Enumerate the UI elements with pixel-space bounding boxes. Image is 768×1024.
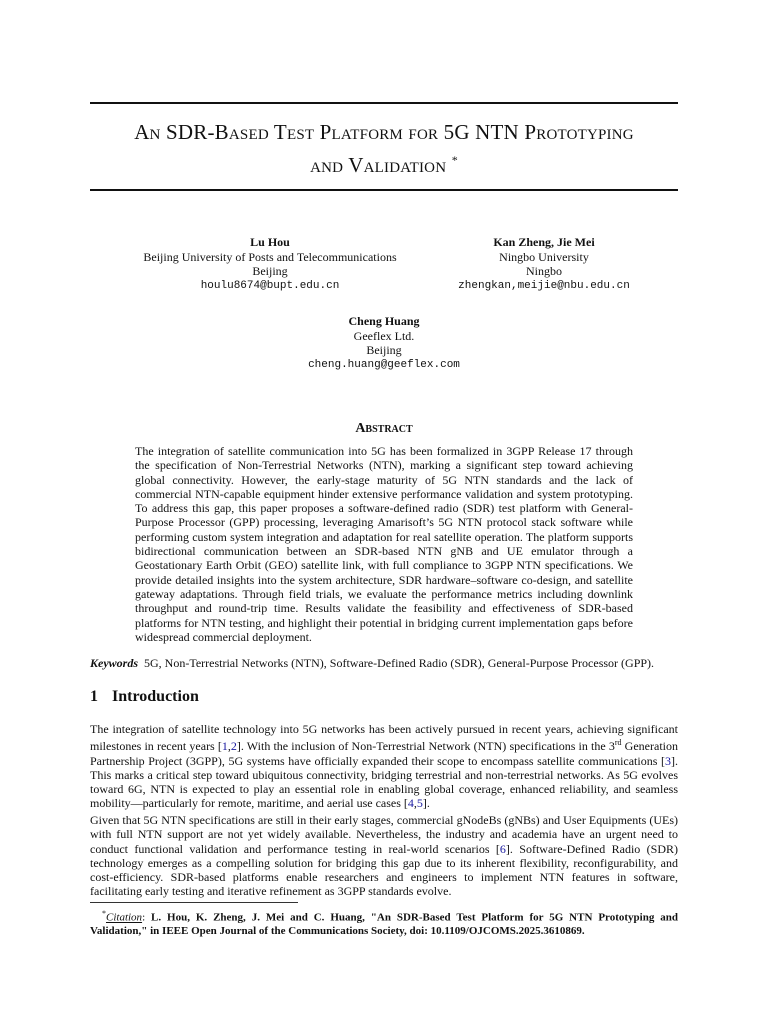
text-run: ]. With the inclusion of Non-Terrestrial Network (NTN) specifications in the 3: [236, 739, 615, 754]
author-block: [120, 235, 420, 293]
author-affiliation: Geeflex Ltd.: [353, 328, 415, 343]
author-email[interactable]: cheng.huang@geeflex.com: [308, 358, 460, 371]
author-affiliation: Beijing University of Posts and Telecommunications: [143, 249, 397, 264]
citation-link[interactable]: 3: [665, 753, 671, 768]
title-line-2: and Validation: [310, 153, 447, 177]
text-run: ].: [422, 796, 430, 811]
superscript: rd: [614, 738, 622, 748]
title-line-1: An SDR-Based Test Platform for 5G NTN Prototyping: [134, 120, 634, 144]
author-name: Kan Zheng, Jie Mei: [493, 235, 595, 249]
section-title: Introduction: [112, 688, 199, 705]
paper-title: [90, 118, 678, 179]
text-run: The integration of satellite technology into 5G networks has been actively pursued in recent years, achieving significant milestones in recent years [: [90, 722, 678, 754]
text-run: ]. Software-Defined Radio (SDR) technology emerges as a compelling solution for bridging this gap due to its inherent flexibility, reconfigurability, and cost-efficiency. SDR-based platforms enable researchers and engineers to implement NTN features in software, facilitating early testing and iterative refinement as 3GPP standards evolve.: [90, 841, 678, 899]
title-rule-bottom: [90, 189, 678, 191]
author-name: Lu Hou: [250, 235, 290, 249]
citation-footnote: *Citation: L. Hou, K. Zheng, J. Mei and C. Huang, "An SDR-Based Test Platform for 5G NTN Prototyping and Validation," in IEEE Open Journal of the Communications Society, doi: 10.1109/OJCOMS.2025.3610869.: [90, 909, 678, 938]
intro-paragraph-1: The integration of satellite technology into 5G networks has been actively pursued in recent years, achieving significant milestones in recent years [1,2]. With the inclusion of Non-Terrestrial Network (NTN) specifications in the 3rd Generation Partnership Project (3GPP), 5G systems have officially expanded their scope to encompass satellite communications [3]. This marks a critical step toward ubiquitous connectivity, bridging terrestrial and non-terrestrial networks. As 5G evolves toward 6G, NTN is expected to play an essential role in enabling global coverage, enhanced reliability, and seamless mobility—particularly for remote, maritime, and aerial use cases [4,5].: [90, 722, 678, 811]
section-number: 1: [90, 688, 98, 705]
title-rule-top: [90, 102, 678, 104]
citation-link[interactable]: 4: [407, 796, 414, 811]
citation-link[interactable]: 2: [230, 739, 237, 754]
author-email[interactable]: houlu8674@bupt.edu.cn: [200, 279, 340, 292]
footnote-rule: [90, 902, 298, 903]
author-city: Beijing: [252, 264, 288, 278]
author-city: Ningbo: [526, 264, 562, 278]
abstract-heading: Abstract: [355, 421, 413, 436]
author-name: Cheng Huang: [348, 314, 420, 328]
footnote-label: Citation: [106, 911, 143, 924]
text-run: ]. This marks a critical step toward ubiquitous connectivity, bridging terrestrial and non-terrestrial networks. As 5G evolves toward 6G, NTN is expected to play an essential role in enabling global coverage, enhanced reliability, and seamless mobility—particularly for remote, maritime, and aerial use cases [: [90, 753, 678, 811]
text-run: Given that 5G NTN specifications are still in their early stages, commercial gNodeBs (gNBs) and User Equipments (UEs) with full NTN support are not yet widely available. Nevertheless, the industry and academia have an urgent need to conduct functional validation and performance testing in real-world scenarios [: [90, 813, 678, 856]
author-city: Beijing: [366, 343, 402, 357]
intro-paragraph-2: [90, 813, 678, 899]
citation-link[interactable]: 5: [416, 796, 423, 811]
abstract-text: The integration of satellite communication into 5G has been formalized in 3GPP Release 17 through the specification of Non-Terrestrial Networks (NTN), marking a significant step toward achieving global connectivity. However, the early-stage maturity of 5G NTN standards and the lack of commercial NTN-capable equipment hinder extensive performance validation and system prototyping. To address this gap, this paper proposes a software-defined radio (SDR) test platform with General-Purpose Processor (GPP) processing, leveraging Amarisoft’s 5G NTN protocol stack software while performing custom system integration and adaptation for real satellite operation. The platform supports bidirectional communication between an SDR-based NTN gNB and UE emulator through a Geostationary Earth Orbit (GEO) satellite link, with full compliance to 3GPP NTN specifications. We provide detailed insights into the system architecture, SDR hardware–software co-design, and satellite gateway adaptations. Through field trials, we evaluate the performance metrics including downlink throughput and round-trip time. Results validate the feasibility and effectiveness of SDR-based platforms for NTN testing, and highlight their potential in bridging current implementation gaps before widespread commercial deployment.: [135, 444, 633, 644]
title-footnote-mark: *: [451, 153, 458, 167]
footnote-text: L. Hou, K. Zheng, J. Mei and C. Huang, "An SDR-Based Test Platform for 5G NTN Prototyping and Validation," in IEEE Open Journal of the Communications Society, doi: 10.1109/OJCOMS.2025.3610869.: [90, 911, 678, 938]
citation-link[interactable]: 6: [499, 841, 506, 856]
footnote-mark: *: [102, 909, 106, 918]
author-block: [284, 314, 484, 372]
keywords: [90, 656, 690, 670]
keywords-text: 5G, Non-Terrestrial Networks (NTN), Software-Defined Radio (SDR), General-Purpose Processor (GPP).: [144, 656, 655, 670]
section-heading-introduction: [90, 688, 199, 706]
author-email[interactable]: zhengkan,meijie@nbu.edu.cn: [458, 279, 630, 292]
keywords-label: Keywords: [90, 656, 138, 670]
author-affiliation: Ningbo University: [499, 249, 589, 264]
citation-link[interactable]: 1: [221, 739, 228, 754]
author-block: [430, 235, 658, 293]
text-run: Generation Partnership Project (3GPP), 5G systems have officially expanded their scope to encompass satellite communications [: [90, 739, 678, 768]
